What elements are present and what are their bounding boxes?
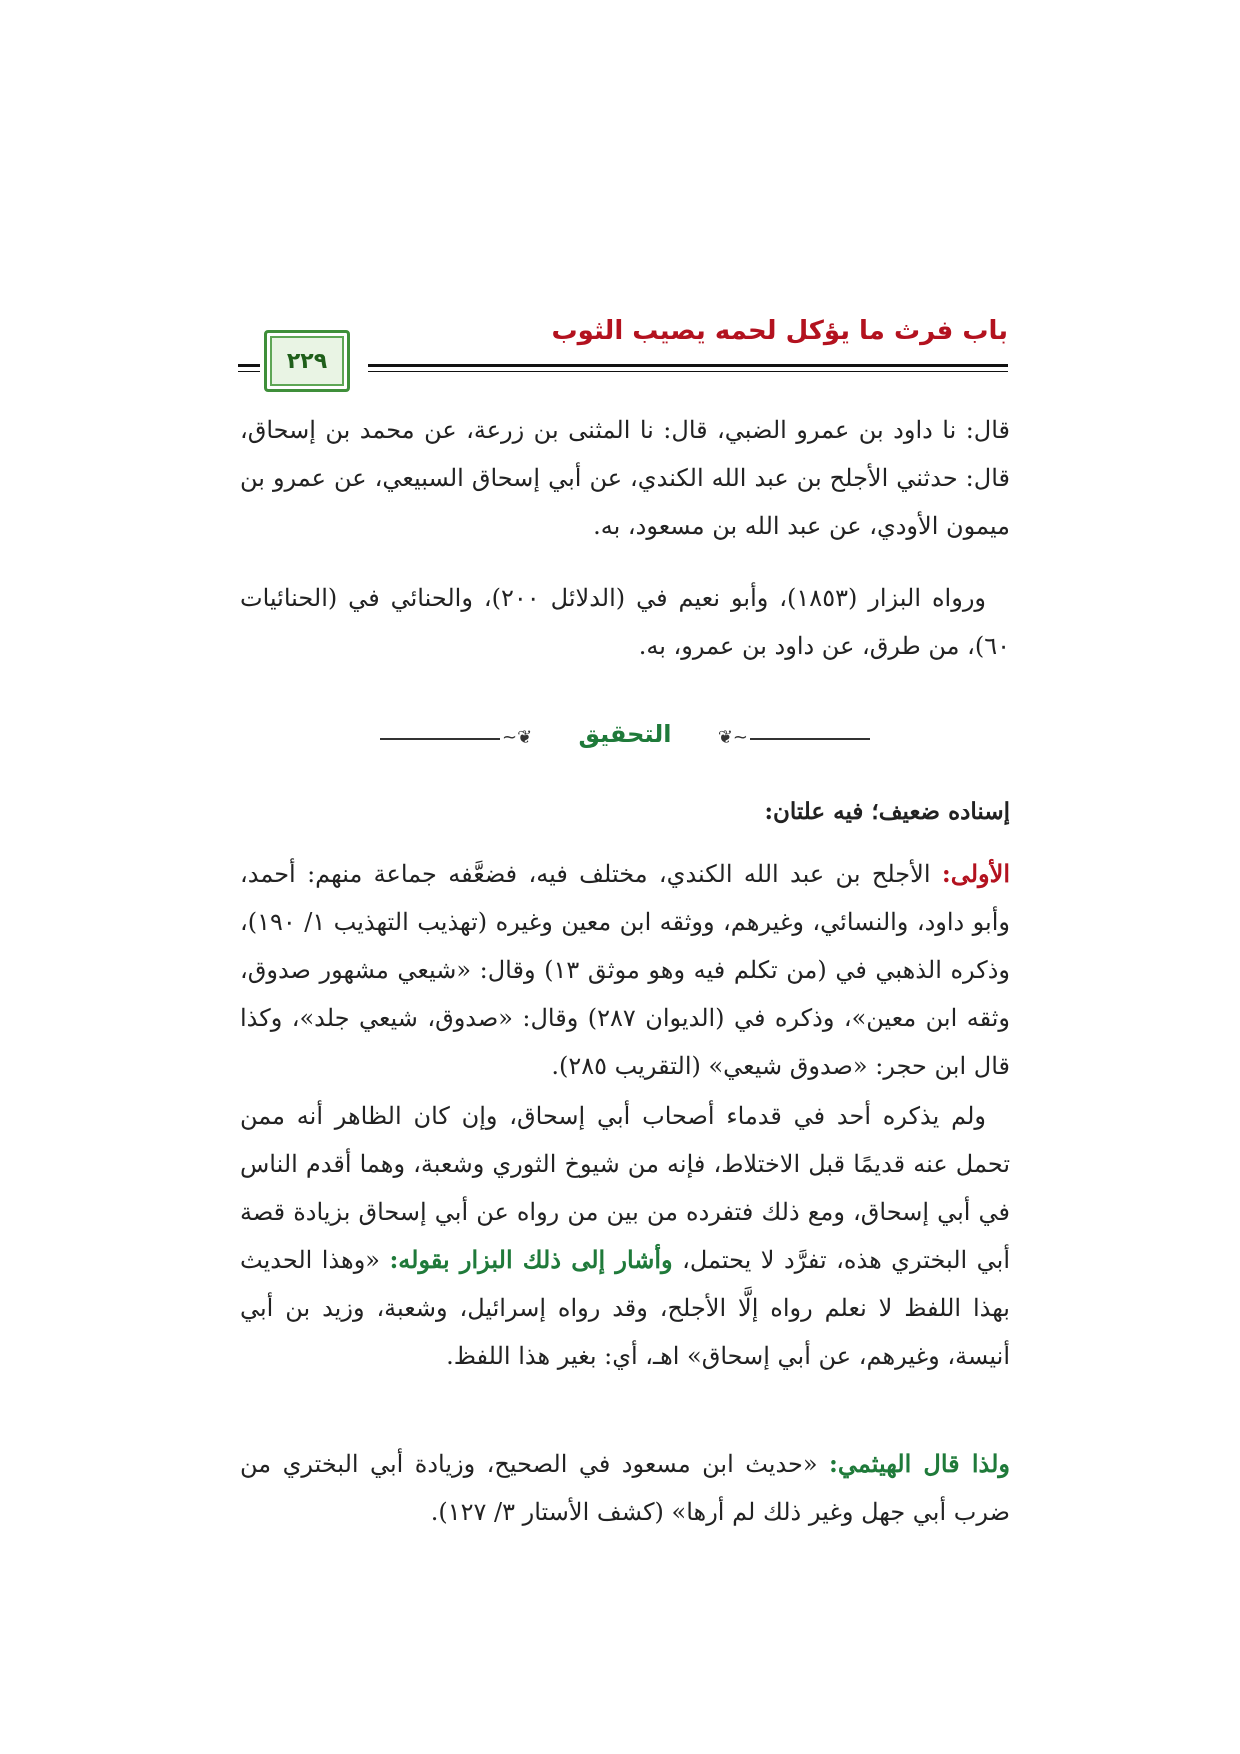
haythami-text: «حديث ابن مسعود في الصحيح، وزيادة أبي البختري من ضرب أبي جهل وغير ذلك لم أرها» (كشف الأستار ٣/ ١٢٧). [240, 1450, 1010, 1526]
tafarrud-text-a: ولم يذكره أحد في قدماء أصحاب أبي إسحاق، وإن كان الظاهر أنه ممن تحمل عنه قديمًا قبل الاختلاط، فإنه من شيوخ الثوري وشعبة، وهما أقدم الناس في أبي إسحاق، ومع ذلك فتفرده من بين من رواه عن أبي إسحاق بزيادة قصة أبي البختري هذه، تفرَّد لا يحتمل، [240, 1102, 1010, 1274]
header-rule [368, 364, 1008, 372]
header-rule-short [238, 364, 260, 372]
first-defect-text: الأجلح بن عبد الله الكندي، مختلف فيه، فضعَّفه جماعة منهم: أحمد، وأبو داود، والنسائي، وغيرهم، ووثقه ابن معين وغيره (تهذيب التهذيب ١/ ١٩٠)، وذكره الذهبي في (من تكلم فيه وهو موثق ١٣) وقال: «شيعي مشهور صدوق، وثقه ابن معين»، وذكره في (الديوان ٢٨٧) وقال: «صدوق، شيعي جلد»، وكذا قال ابن حجر: «صدوق شيعي» (التقريب ٢٨٥). [240, 860, 1010, 1080]
page-number: ٢٢٩ [286, 348, 328, 374]
paragraph-takhrij: ورواه البزار (١٨٥٣)، وأبو نعيم في (الدلائل ٢٠٠)، والحنائي في (الحنائيات ٦٠)، من طرق، عن داود بن عمرو، به. [240, 584, 1010, 660]
paragraph-first-defect [240, 850, 1010, 1090]
haythami-label: ولذا قال الهيثمي: [829, 1449, 1010, 1478]
page-number-badge [264, 330, 350, 392]
paragraph-tafarrud [240, 1092, 1010, 1380]
section-divider [380, 720, 870, 756]
paragraph-verdict: إسناده ضعيف؛ فيه علتان: [764, 798, 1010, 825]
first-defect-label: الأولى: [941, 859, 1010, 888]
paragraph-haythami [240, 1440, 1010, 1536]
ornament-left-icon: ~❦ [502, 727, 533, 748]
chapter-title: باب فرث ما يؤكل لحمه يصيب الثوب [551, 316, 1008, 346]
section-heading: التحقيق [578, 720, 672, 748]
divider-line-right [750, 738, 870, 740]
paragraph-isnad: قال: نا داود بن عمرو الضبي، قال: نا المثنى بن زرعة، عن محمد بن إسحاق، قال: حدثني الأجلح بن عبد الله الكندي، عن أبي إسحاق السبيعي، عن عمرو بن ميمون الأودي، عن عبد الله بن مسعود، به. [240, 416, 1010, 540]
ornament-right-icon: ❦~ [717, 727, 748, 748]
tafarrud-text-b: «وهذا الحديث بهذا اللفظ لا نعلم رواه إلَّا الأجلح، وقد رواه إسرائيل، وشعبة، وزيد بن أبي أنيسة، وغيرهم، عن أبي إسحاق» اهـ، أي: بغير هذا اللفظ. [240, 1246, 1010, 1370]
bazzar-highlight: وأشار إلى ذلك البزار بقوله: [389, 1245, 673, 1274]
page-header [238, 316, 1008, 396]
